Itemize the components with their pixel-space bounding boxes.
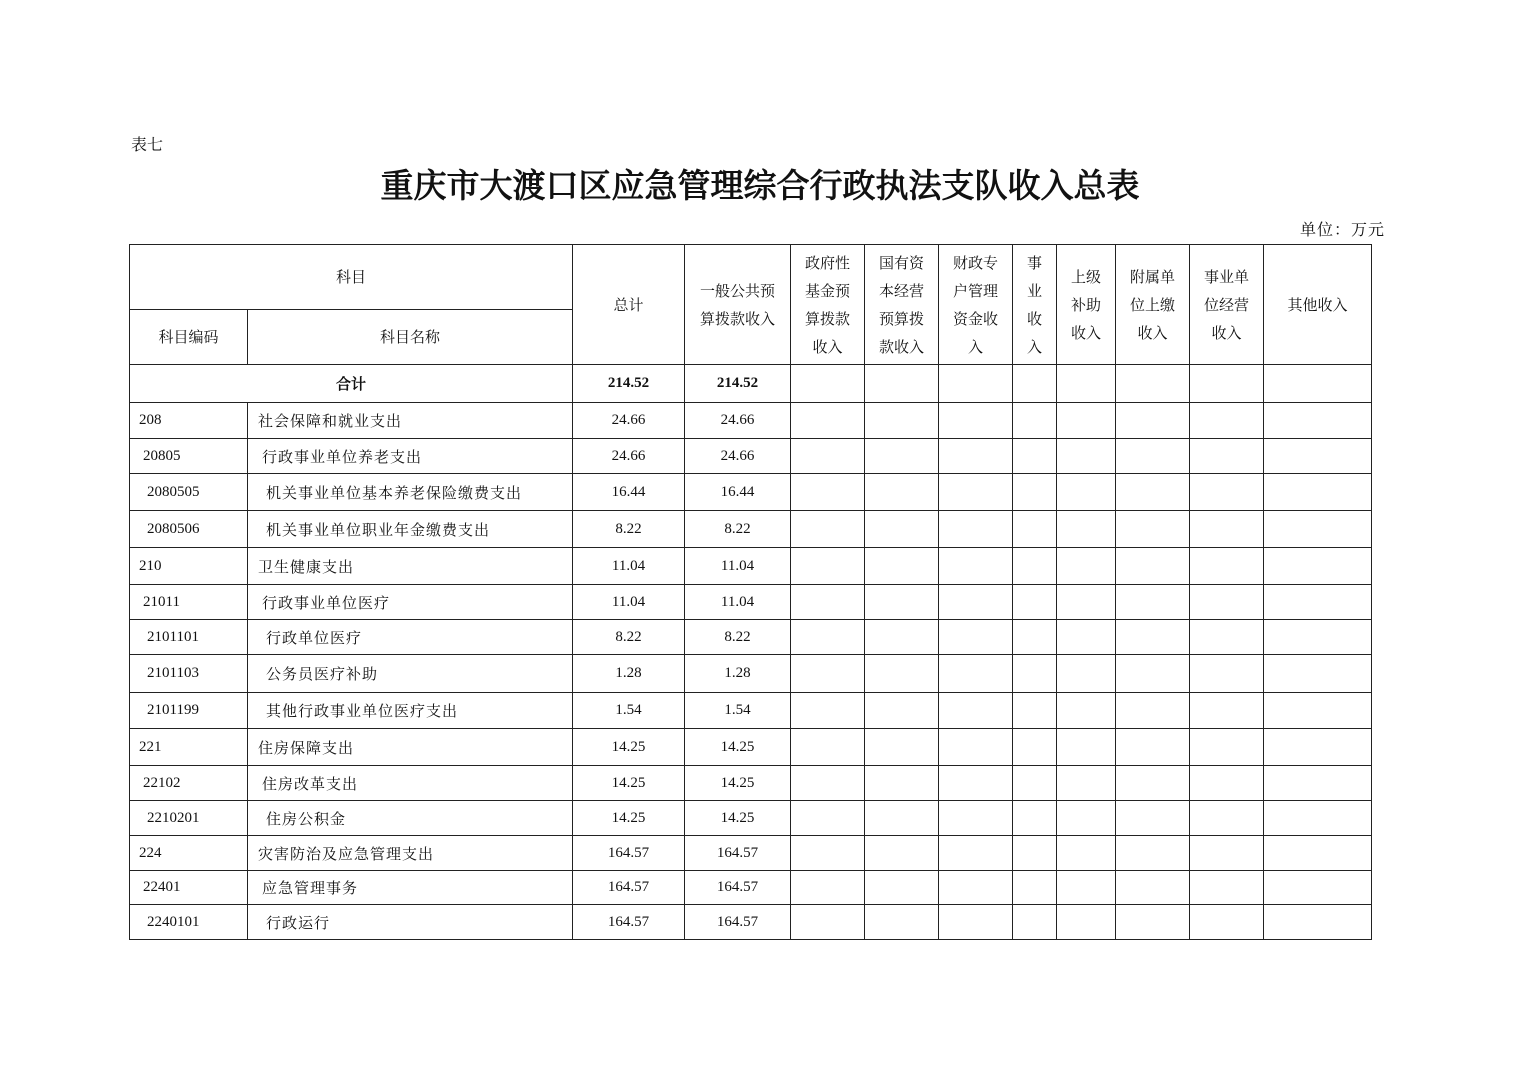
- subject-name-cell: 灾害防治及应急管理支出: [248, 836, 573, 871]
- total-cell: 11.04: [573, 548, 685, 585]
- empty-cell: [1013, 801, 1057, 836]
- empty-cell: [1013, 620, 1057, 655]
- empty-cell: [1264, 766, 1372, 801]
- table-row: [130, 729, 1372, 766]
- empty-cell: [865, 403, 939, 439]
- subject-code-cell: 2080505: [130, 474, 248, 511]
- empty-cell: [791, 766, 865, 801]
- empty-cell: [865, 439, 939, 474]
- subject-code-cell: 2101199: [130, 693, 248, 729]
- total-cell: 24.66: [573, 403, 685, 439]
- total-cell: 14.25: [573, 766, 685, 801]
- empty-cell: [1013, 365, 1057, 403]
- total-cell: 14.25: [573, 729, 685, 766]
- empty-cell: [1116, 693, 1190, 729]
- subject-code-cell: 208: [130, 403, 248, 439]
- empty-cell: [1013, 871, 1057, 905]
- empty-cell: [1013, 474, 1057, 511]
- empty-cell: [1013, 766, 1057, 801]
- empty-cell: [1190, 766, 1264, 801]
- empty-cell: [1190, 655, 1264, 693]
- table-row: [130, 548, 1372, 585]
- empty-cell: [865, 474, 939, 511]
- table-row: [130, 474, 1372, 511]
- empty-cell: [1116, 439, 1190, 474]
- header-fiscal-special: 财政专户管理资金收入: [939, 245, 1013, 365]
- general-budget-cell: 24.66: [685, 439, 791, 474]
- empty-cell: [865, 548, 939, 585]
- empty-cell: [1264, 585, 1372, 620]
- empty-cell: [791, 474, 865, 511]
- header-business-operation: 事业单位经营收入: [1190, 245, 1264, 365]
- subject-name-cell: 行政事业单位医疗: [248, 585, 573, 620]
- empty-cell: [791, 836, 865, 871]
- empty-cell: [791, 511, 865, 548]
- general-budget-cell: 1.28: [685, 655, 791, 693]
- empty-cell: [939, 905, 1013, 940]
- empty-cell: [865, 871, 939, 905]
- empty-cell: [1013, 548, 1057, 585]
- table-row: [130, 403, 1372, 439]
- empty-cell: [1057, 620, 1116, 655]
- subject-code-cell: 2101103: [130, 655, 248, 693]
- empty-cell: [1013, 729, 1057, 766]
- table-row: [130, 620, 1372, 655]
- empty-cell: [1264, 836, 1372, 871]
- empty-cell: [1190, 548, 1264, 585]
- empty-cell: [1190, 620, 1264, 655]
- general-budget-cell: 14.25: [685, 729, 791, 766]
- general-budget-cell: 11.04: [685, 548, 791, 585]
- empty-cell: [865, 905, 939, 940]
- table-row: [130, 585, 1372, 620]
- header-state-capital: 国有资本经营预算拨款收入: [865, 245, 939, 365]
- general-budget-cell: 11.04: [685, 585, 791, 620]
- general-budget-cell: 164.57: [685, 871, 791, 905]
- subject-code-cell: 2080506: [130, 511, 248, 548]
- subject-name-cell: 社会保障和就业支出: [248, 403, 573, 439]
- empty-cell: [1264, 905, 1372, 940]
- empty-cell: [1116, 801, 1190, 836]
- empty-cell: [1057, 801, 1116, 836]
- empty-cell: [1190, 905, 1264, 940]
- empty-cell: [1264, 511, 1372, 548]
- empty-cell: [939, 511, 1013, 548]
- empty-cell: [939, 474, 1013, 511]
- subject-name-cell: 行政事业单位养老支出: [248, 439, 573, 474]
- table-row: [130, 693, 1372, 729]
- empty-cell: [791, 620, 865, 655]
- empty-cell: [939, 836, 1013, 871]
- empty-cell: [939, 801, 1013, 836]
- empty-cell: [939, 655, 1013, 693]
- total-row: [130, 365, 1372, 403]
- empty-cell: [791, 693, 865, 729]
- empty-cell: [1190, 871, 1264, 905]
- general-budget-cell: 16.44: [685, 474, 791, 511]
- subject-name-cell: 公务员医疗补助: [248, 655, 573, 693]
- empty-cell: [1116, 585, 1190, 620]
- table-row: [130, 439, 1372, 474]
- empty-cell: [1264, 548, 1372, 585]
- subject-code-cell: 22401: [130, 871, 248, 905]
- empty-cell: [1264, 655, 1372, 693]
- header-subject-code: 科目编码: [130, 310, 248, 365]
- empty-cell: [1264, 729, 1372, 766]
- empty-cell: [1116, 766, 1190, 801]
- general-budget-cell: 164.57: [685, 836, 791, 871]
- empty-cell: [1013, 585, 1057, 620]
- general-budget-cell: 14.25: [685, 801, 791, 836]
- empty-cell: [1264, 801, 1372, 836]
- header-gov-fund: 政府性基金预算拨款收入: [791, 245, 865, 365]
- empty-cell: [1057, 439, 1116, 474]
- empty-cell: [939, 620, 1013, 655]
- empty-cell: [1190, 474, 1264, 511]
- total-cell: 1.54: [573, 693, 685, 729]
- empty-cell: [1057, 474, 1116, 511]
- empty-cell: [865, 729, 939, 766]
- empty-cell: [1013, 439, 1057, 474]
- empty-cell: [1013, 836, 1057, 871]
- subject-name-cell: 其他行政事业单位医疗支出: [248, 693, 573, 729]
- empty-cell: [865, 365, 939, 403]
- empty-cell: [939, 548, 1013, 585]
- empty-cell: [865, 655, 939, 693]
- subject-code-cell: 21011: [130, 585, 248, 620]
- general-budget-cell: 14.25: [685, 766, 791, 801]
- empty-cell: [939, 585, 1013, 620]
- empty-cell: [939, 871, 1013, 905]
- empty-cell: [791, 365, 865, 403]
- empty-cell: [1190, 729, 1264, 766]
- empty-cell: [1116, 836, 1190, 871]
- empty-cell: [1116, 365, 1190, 403]
- subject-code-cell: 2210201: [130, 801, 248, 836]
- header-general-budget: 一般公共预算拨款收入: [685, 245, 791, 365]
- empty-cell: [1190, 836, 1264, 871]
- subject-name-cell: 住房改革支出: [248, 766, 573, 801]
- empty-cell: [1013, 511, 1057, 548]
- empty-cell: [791, 871, 865, 905]
- total-general-value: 214.52: [685, 365, 791, 403]
- empty-cell: [1116, 871, 1190, 905]
- subject-name-cell: 卫生健康支出: [248, 548, 573, 585]
- empty-cell: [791, 655, 865, 693]
- subject-code-cell: 20805: [130, 439, 248, 474]
- empty-cell: [865, 620, 939, 655]
- empty-cell: [1264, 474, 1372, 511]
- empty-cell: [1116, 620, 1190, 655]
- subject-name-cell: 机关事业单位基本养老保险缴费支出: [248, 474, 573, 511]
- income-summary-table: [129, 244, 1372, 940]
- table-row: [130, 766, 1372, 801]
- empty-cell: [1116, 729, 1190, 766]
- subject-name-cell: 行政单位医疗: [248, 620, 573, 655]
- empty-cell: [791, 905, 865, 940]
- empty-cell: [939, 729, 1013, 766]
- empty-cell: [1057, 693, 1116, 729]
- empty-cell: [791, 439, 865, 474]
- empty-cell: [865, 511, 939, 548]
- empty-cell: [1057, 766, 1116, 801]
- header-other-income: 其他收入: [1264, 245, 1372, 365]
- table-row: [130, 871, 1372, 905]
- header-superior-subsidy: 上级补助收入: [1057, 245, 1116, 365]
- empty-cell: [1057, 548, 1116, 585]
- header-row: [130, 245, 1372, 310]
- header-subject-name: 科目名称: [248, 310, 573, 365]
- empty-cell: [1190, 511, 1264, 548]
- general-budget-cell: 8.22: [685, 620, 791, 655]
- empty-cell: [939, 693, 1013, 729]
- empty-cell: [865, 836, 939, 871]
- empty-cell: [1116, 905, 1190, 940]
- empty-cell: [1264, 365, 1372, 403]
- total-cell: 164.57: [573, 836, 685, 871]
- subject-name-cell: 住房公积金: [248, 801, 573, 836]
- table-row: [130, 801, 1372, 836]
- header-total: 总计: [573, 245, 685, 365]
- subject-code-cell: 210: [130, 548, 248, 585]
- empty-cell: [1264, 620, 1372, 655]
- total-cell: 164.57: [573, 871, 685, 905]
- total-value: 214.52: [573, 365, 685, 403]
- empty-cell: [1190, 693, 1264, 729]
- table-row: [130, 655, 1372, 693]
- empty-cell: [939, 365, 1013, 403]
- table-row: [130, 905, 1372, 940]
- empty-cell: [865, 766, 939, 801]
- empty-cell: [791, 585, 865, 620]
- total-cell: 11.04: [573, 585, 685, 620]
- empty-cell: [1057, 871, 1116, 905]
- empty-cell: [1116, 548, 1190, 585]
- total-cell: 8.22: [573, 620, 685, 655]
- subject-name-cell: 住房保障支出: [248, 729, 573, 766]
- subject-name-cell: 行政运行: [248, 905, 573, 940]
- general-budget-cell: 1.54: [685, 693, 791, 729]
- general-budget-cell: 24.66: [685, 403, 791, 439]
- general-budget-cell: 164.57: [685, 905, 791, 940]
- subject-code-cell: 2101101: [130, 620, 248, 655]
- empty-cell: [1013, 693, 1057, 729]
- subject-code-cell: 224: [130, 836, 248, 871]
- empty-cell: [1057, 365, 1116, 403]
- table-row: [130, 511, 1372, 548]
- empty-cell: [1057, 511, 1116, 548]
- header-business-income: 事业收入: [1013, 245, 1057, 365]
- empty-cell: [1057, 905, 1116, 940]
- empty-cell: [1116, 403, 1190, 439]
- empty-cell: [1057, 836, 1116, 871]
- empty-cell: [1116, 474, 1190, 511]
- header-affiliated-income: 附属单位上缴收入: [1116, 245, 1190, 365]
- table-label: 表七: [131, 135, 164, 154]
- unit-label: 单位：万元: [1300, 220, 1386, 239]
- table-row: [130, 836, 1372, 871]
- empty-cell: [1190, 585, 1264, 620]
- subject-code-cell: 22102: [130, 766, 248, 801]
- empty-cell: [1264, 871, 1372, 905]
- empty-cell: [1057, 655, 1116, 693]
- subject-name-cell: 机关事业单位职业年金缴费支出: [248, 511, 573, 548]
- header-subject: 科目: [130, 245, 573, 310]
- empty-cell: [1264, 439, 1372, 474]
- empty-cell: [1264, 403, 1372, 439]
- general-budget-cell: 8.22: [685, 511, 791, 548]
- subject-code-cell: 221: [130, 729, 248, 766]
- empty-cell: [865, 693, 939, 729]
- total-cell: 1.28: [573, 655, 685, 693]
- empty-cell: [1190, 403, 1264, 439]
- empty-cell: [791, 729, 865, 766]
- empty-cell: [1190, 801, 1264, 836]
- empty-cell: [1190, 439, 1264, 474]
- empty-cell: [1116, 511, 1190, 548]
- total-cell: 164.57: [573, 905, 685, 940]
- document-title: 重庆市大渡口区应急管理综合行政执法支队收入总表: [380, 166, 1140, 205]
- empty-cell: [1190, 365, 1264, 403]
- total-cell: 16.44: [573, 474, 685, 511]
- empty-cell: [1057, 403, 1116, 439]
- empty-cell: [1013, 905, 1057, 940]
- subject-code-cell: 2240101: [130, 905, 248, 940]
- empty-cell: [1013, 403, 1057, 439]
- empty-cell: [865, 585, 939, 620]
- empty-cell: [1057, 729, 1116, 766]
- empty-cell: [1013, 655, 1057, 693]
- empty-cell: [865, 801, 939, 836]
- total-label: 合计: [130, 365, 573, 403]
- empty-cell: [939, 766, 1013, 801]
- empty-cell: [1057, 585, 1116, 620]
- total-cell: 14.25: [573, 801, 685, 836]
- empty-cell: [939, 439, 1013, 474]
- empty-cell: [1264, 693, 1372, 729]
- empty-cell: [791, 403, 865, 439]
- total-cell: 24.66: [573, 439, 685, 474]
- total-cell: 8.22: [573, 511, 685, 548]
- empty-cell: [791, 548, 865, 585]
- empty-cell: [1116, 655, 1190, 693]
- empty-cell: [791, 801, 865, 836]
- empty-cell: [939, 403, 1013, 439]
- subject-name-cell: 应急管理事务: [248, 871, 573, 905]
